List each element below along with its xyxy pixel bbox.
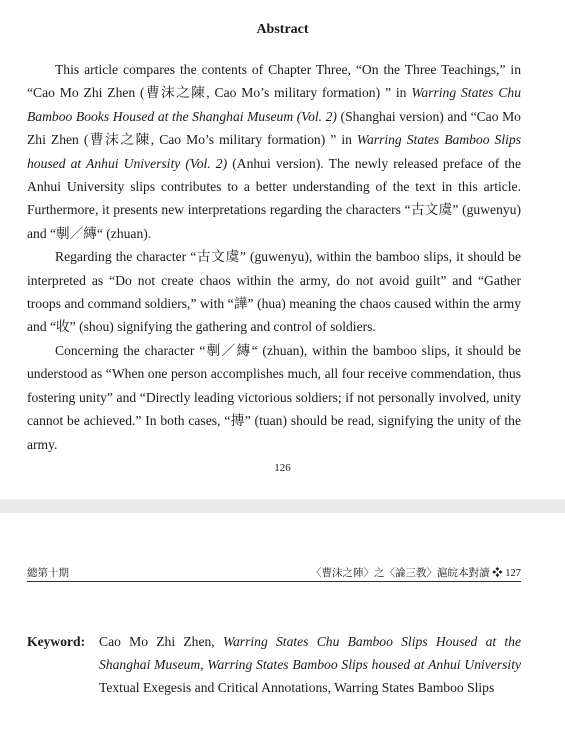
abstract-paragraph-1 (27, 58, 521, 245)
text-run: (Shanghai version) and “Cao Mo Zhi Zhen (曹沫之陳, Cao Mo’s military formation) ” in (27, 108, 521, 148)
text-run: This article compares the contents of Chapter Three, “On the Three Teachings,” in “Cao Mo Zhi Zhen (曹沫之陳, Cao Mo’s military formation) ” in (27, 62, 521, 101)
abstract-paragraph-2 (27, 245, 521, 339)
page-127 (0, 513, 565, 745)
text-run: Cao Mo Zhi Zhen, (99, 634, 223, 649)
page-number: 126 (274, 462, 291, 474)
text-run: (Anhui version). The newly released preface of the Anhui University slips contributes to a better understanding of the text in this article. Furthermore, it presents new interpretations regarding the characters “古文虞” (guwenyu) and “剸／縳“ (zhuan). (27, 155, 521, 241)
running-header (27, 565, 521, 582)
italic-title: Warring States Chu Bamboo Slips Housed at the Shanghai Museum (99, 634, 521, 672)
article-running-title: 〈曹沫之陣〉之〈論三教〉滬皖本對讀 ❖ 127 (311, 568, 521, 579)
italic-title: Warring States Bamboo Slips housed at Anhui University (Vol. 2) (27, 132, 521, 171)
keywords-label: Keyword: (27, 634, 86, 649)
journal-issue-label: 總第十期 (27, 568, 69, 579)
text-run: Regarding the character “古文虞” (guwenyu), within the bamboo slips, it should be interpreted as “Do not create chaos within the army, do not avoid guilt” and “Gather troops and command soldiers,” with “譁” (hua) meaning the chaos caused within the army and “收” (shou) signifying the gathering and control of soldiers. (27, 249, 521, 335)
keywords-text (99, 630, 521, 699)
keywords-section (27, 630, 521, 699)
italic-title: Warring States Bamboo Slips housed at Anhui University (207, 657, 522, 672)
abstract-body (27, 58, 521, 456)
italic-title: Warring States Chu Bamboo Books Housed at the Shanghai Museum (Vol. 2) (27, 85, 521, 124)
text-run: , (200, 657, 208, 672)
abstract-paragraph-3 (27, 339, 521, 456)
abstract-heading: Abstract (256, 22, 309, 37)
text-run: Textual Exegesis and Critical Annotations, Warring States Bamboo Slips (99, 680, 495, 695)
text-run: Concerning the character “剸／縳“ (zhuan), within the bamboo slips, it should be understood as “When one person accomplishes much, all four receive commendation, thus fostering unity” and “Directly leading victorious soldiers; if not personally involved, unity cannot be achieved.” In both cases, “摶” (tuan) should be read, signifying the unity of the army. (27, 342, 521, 452)
